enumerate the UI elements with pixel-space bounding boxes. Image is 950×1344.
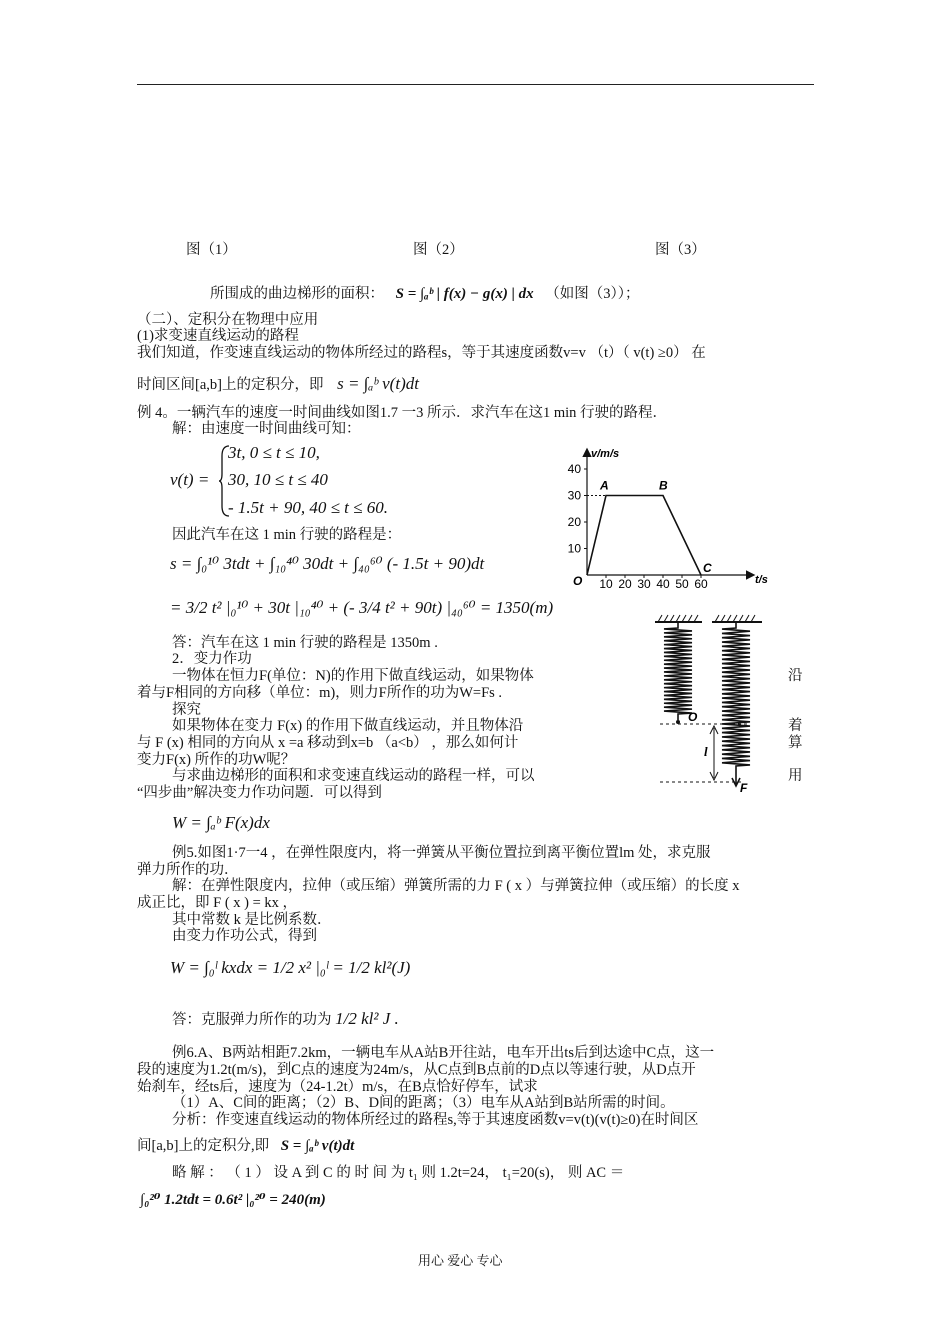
x-tick-label: 10: [599, 577, 613, 590]
paragraph-text: 时间区间[a,b]上的定积分，即: [137, 377, 324, 393]
answer-text: 答：克服弹力所作的功为: [172, 1012, 332, 1028]
paragraph: 我们知道，作变速直线运动的物体所经过的路程s，等于其速度函数v=v （t）（ v(t) ≥0） 在: [137, 345, 706, 361]
example-5-line-2: 弹力所作的功．: [137, 862, 239, 878]
example-6-line-3: 始刹车，经ts后，速度为（24-1.2t）m/s，在B点恰好停车，试求: [137, 1079, 538, 1095]
force-p2: 着与F相同的方向移（单位：m)，则力F所作的功为W=Fs .: [137, 685, 503, 701]
spring-end-point: [676, 720, 680, 724]
example-5-sol-1: 解：在弹性限度内，拉伸（或压缩）弹簧所需的力 F ( x ）与弹簧拉伸（或压缩）的长度 x: [172, 878, 740, 894]
example-4-answer: 答：汽车在这 1 min 行驶的路程是 1350m .: [172, 635, 438, 651]
force-p6: 变力F(x) 所作的功W呢？: [137, 752, 296, 768]
velocity-case-2: 30, 10 ≤ t ≤ 40: [228, 470, 328, 489]
force-p5: 与 F (x) 相同的方向从 x =a 移动到x=b （a<b） ，那么如何计: [137, 735, 519, 751]
y-tick-label: 40: [567, 462, 581, 476]
example-6-solution: 略 解 ： （ 1 ） 设 A 到 C 的 时 间 为 t₁ 则 1.2t=24， t₁=20(s)， 则 AC ＝: [172, 1165, 625, 1181]
force-arrow: [732, 772, 740, 786]
x-tick-label: 30: [637, 577, 651, 590]
header-rule: [137, 84, 814, 85]
example-4-solution: 解：由速度一时间曲线可知：: [172, 421, 361, 437]
spring-relaxed: [664, 622, 692, 724]
spring-figure: [650, 612, 790, 797]
paragraph-with-formula: [137, 375, 419, 394]
figure-caption-3: 图（3）: [655, 242, 706, 258]
x-tick-label: 40: [656, 577, 670, 590]
point-label: O: [573, 574, 583, 588]
section-title: （二）、定积分在物理中应用: [137, 312, 319, 328]
point-label: B: [659, 478, 668, 493]
area-formula: S = ∫ₐᵇ | f(x) − g(x) | dx: [395, 286, 534, 302]
path-equation-2: = 3/2 t² |₀¹⁰ + 30t |₁₀⁴⁰ + (- 3/4 t² + 90t) |₄₀⁶⁰ = 1350(m): [170, 598, 554, 617]
area-formula-suffix: （如图（3））；: [545, 286, 640, 302]
example-4-title: 例 4。一辆汽车的速度一时间曲线如图1.7 一3 所示．求汽车在这1 min 行驶的路程．: [137, 405, 668, 421]
example-6-solution-formula: ∫₀²⁰ 1.2tdt = 0.6t² |₀²⁰ = 240(m): [140, 1192, 326, 1208]
example-6-line-2: 段的速度为1.2t(m/s)，到C点的速度为24m/s，从C点到B点前的D点以等速行驶，从D点开: [137, 1062, 696, 1078]
work-formula: W = ∫ₐᵇ F(x)dx: [172, 813, 270, 832]
answer-formula: 1/2 kl² J .: [335, 1009, 399, 1028]
example-5-sol-4: 由变力作功公式，得到: [172, 928, 317, 944]
example-6-line-1: 例6.A、B两站相距7.2km，一辆电车从A站B开往站，电车开出ts后到达途中C点，这一: [172, 1045, 715, 1061]
force-p5-end: 算: [788, 735, 803, 751]
force-p7-end: 用: [788, 768, 803, 784]
example-6-line-4: （1）A、C间的距离；（2）B、D间的距离；（3）电车从A站到B站所需的时间。: [172, 1095, 675, 1111]
force-p1-end: 沿: [788, 668, 803, 684]
velocity-case-1: 3t, 0 ≤ t ≤ 10,: [228, 443, 320, 462]
x-tick-label: 50: [675, 577, 689, 590]
length-label: l: [704, 744, 708, 759]
path-intro: 因此汽车在这 1 min 行驶的路程是：: [172, 527, 402, 543]
force-p3: 探究: [172, 702, 201, 718]
spring-stretched: [722, 622, 750, 786]
force-p7: 与求曲边梯形的面积和求变速直线运动的路程一样，可以: [172, 768, 535, 784]
page-footer: 用心 爱心 专心: [418, 1253, 503, 1268]
spring-coil: [722, 622, 750, 772]
distance-formula: s = ∫ₐᵇ v(t)dt: [337, 374, 419, 393]
force-p4: 如果物体在变力 F(x) 的作用下做直线运动，并且物体沿: [172, 718, 524, 734]
example-5-sol-3: 其中常数 k 是比例系数．: [172, 912, 332, 928]
force-p1: 一物体在恒力F(单位：N)的作用下做直线运动，如果物体: [172, 668, 534, 684]
x-tick-label: 60: [694, 577, 708, 590]
y-tick-label: 20: [567, 515, 581, 529]
y-tick-label: 30: [567, 488, 581, 503]
point-label: A: [600, 478, 609, 493]
spring-work-formula: W = ∫₀ˡ kxdx = 1/2 x² |₀ˡ = 1/2 kl²(J): [170, 958, 411, 977]
x-tick-label: 20: [618, 577, 632, 590]
x-axis-label: t/s: [755, 574, 768, 586]
point-o-label: O: [688, 710, 698, 724]
force-p4-end: 着: [788, 718, 803, 734]
point-label: C: [703, 561, 712, 575]
analysis-text: 间[a,b]上的定积分,即: [137, 1138, 270, 1154]
analysis-formula: S = ∫ₐᵇ v(t)dt: [280, 1138, 355, 1154]
y-axis-label: v/m/s: [591, 448, 620, 460]
velocity-series-line: [587, 496, 701, 576]
force-title: 2．变力作功: [172, 651, 252, 667]
area-formula-line: [210, 286, 640, 303]
example-5-line-1: 例5.如图1·7一4 ，在弹性限度内，将一弹簧从平衡位置拉到离平衡位置lm 处，求克服: [172, 845, 711, 861]
figure-caption-2: 图（2）: [413, 242, 464, 258]
path-equation-1: s = ∫₀¹⁰ 3tdt + ∫₁₀⁴⁰ 30dt + ∫₄₀⁶⁰ (- 1.5t + 90)dt: [170, 554, 485, 573]
velocity-function-left: v(t) =: [170, 470, 210, 489]
force-label: F: [740, 781, 748, 795]
example-6-analysis-formula-line: [137, 1138, 354, 1155]
example-5-sol-2: 成正比，即 F ( x ) = kx ，: [137, 895, 298, 911]
force-p8: “四步曲”解决变力作功问题．可以得到: [137, 785, 382, 801]
velocity-case-3: - 1.5t + 90, 40 ≤ t ≤ 60.: [228, 498, 388, 517]
example-6-analysis: 分析：作变速直线运动的物体所经过的路程s,等于其速度函数v=v(t)(v(t)≥0)在时间区: [172, 1112, 699, 1128]
velocity-time-chart: [555, 440, 785, 590]
ceiling: [655, 615, 762, 622]
area-formula-prefix: 所围成的曲边梯形的面积：: [210, 286, 384, 302]
example-5-answer: [172, 1010, 399, 1029]
figure-caption-1: 图（1）: [186, 242, 237, 258]
y-tick-label: 10: [567, 541, 581, 556]
spring-coil: [664, 622, 692, 720]
subsection-title: (1)求变速直线运动的路程: [137, 328, 299, 344]
